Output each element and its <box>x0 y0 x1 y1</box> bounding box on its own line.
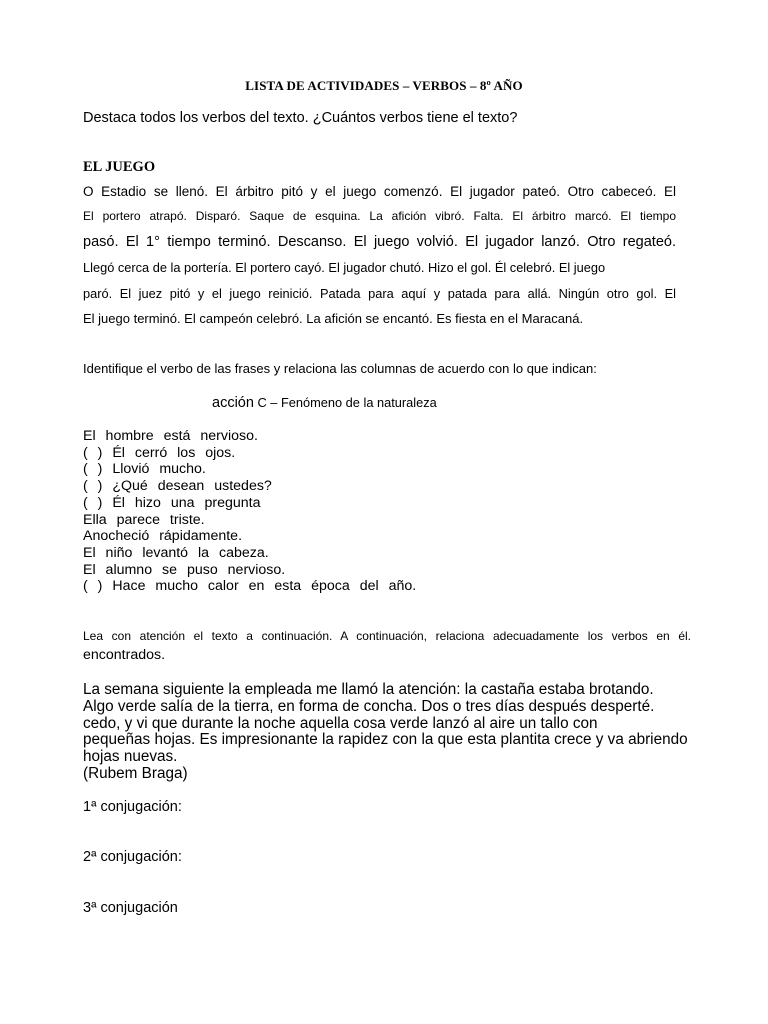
section-title-el-juego: EL JUEGO <box>83 159 156 175</box>
passage-line: hojas nuevas. <box>83 748 178 766</box>
passage-line: Algo verde salía de la tierra, en forma de concha. Dos o tres días después desperté. <box>83 697 655 715</box>
sentence-item: Ella parece triste. <box>83 511 205 528</box>
sentence-item: ( ) ¿Qué desean ustedes? <box>83 478 272 495</box>
sentence-item: ( ) Llovió mucho. <box>83 461 206 478</box>
juego-line-6: El juego terminó. El campeón celebró. La afición se encantó. Es fiesta en el Maracaná. <box>83 311 584 326</box>
passage-line: pequeñas hojas. Es impresionante la rapidez con la que esta plantita crece y va abriendo <box>83 731 688 749</box>
sentence-item: Anocheció rápidamente. <box>83 528 243 545</box>
fenomeno-label: C – Fenómeno de la naturaleza <box>253 395 437 410</box>
juego-line-1: O Estadio se llenó. El árbitro pitó y el juego comenzó. El jugador pateó. Otro cabeceó. El <box>83 184 676 199</box>
sentence-item: ( ) Hace mucho calor en esta época del año. <box>83 578 417 595</box>
sentence-item: ( ) Él hizo una pregunta <box>83 494 261 511</box>
sentence-list <box>83 428 416 595</box>
juego-line-4: Llegó cerca de la portería. El portero cayó. El jugador chutó. Hizo el gol. Él celebró. El juego <box>83 260 606 275</box>
instruction-identify-verbs: Identifique el verbo de las frases y relaciona las columnas de acuerdo con lo que indican: <box>83 361 597 376</box>
passage-line: cedo, y vi que durante la noche aquella cosa verde lanzó al aire un tallo con <box>83 714 598 732</box>
sentence-item: El niño levantó la cabeza. <box>83 544 269 561</box>
accion-label: acción <box>212 395 254 411</box>
column-legend <box>212 395 437 411</box>
sentence-item: ( ) Él cerró los ojos. <box>83 444 236 461</box>
second-conjugation-label: 2ª conjugación: <box>83 849 182 865</box>
third-conjugation-label: 3ª conjugación <box>83 900 178 916</box>
sentence-item: El alumno se puso nervioso. <box>83 561 286 578</box>
juego-line-3: pasó. El 1° tiempo terminó. Descanso. El juego volvió. El jugador lanzó. Otro regateó. <box>83 234 676 250</box>
passage-author: (Rubem Braga) <box>83 764 188 782</box>
first-conjugation-label: 1ª conjugación: <box>83 799 182 815</box>
document-title: LISTA DE ACTIVIDADES – VERBOS – 8º AÑO <box>245 78 523 93</box>
instruction-read-text-continued: encontrados. <box>83 647 166 663</box>
sentence-item: El hombre está nervioso. <box>83 428 258 444</box>
juego-line-2: El portero atrapó. Disparó. Saque de esquina. La afición vibró. Falta. El árbitro marcó. El tiempo <box>83 209 676 223</box>
instruction-highlight-verbs: Destaca todos los verbos del texto. ¿Cuántos verbos tiene el texto? <box>83 110 518 126</box>
instruction-read-text: Lea con atención el texto a continuación. A continuación, relaciona adecuadamente los verbos en él. <box>83 629 691 643</box>
juego-line-5: paró. El juez pitó y el juego reinició. Patada para aquí y patada para allá. Ningún otro gol. El <box>83 286 676 301</box>
braga-passage <box>83 682 688 783</box>
passage-line: La semana siguiente la empleada me llamó la atención: la castaña estaba brotando. <box>83 681 654 698</box>
